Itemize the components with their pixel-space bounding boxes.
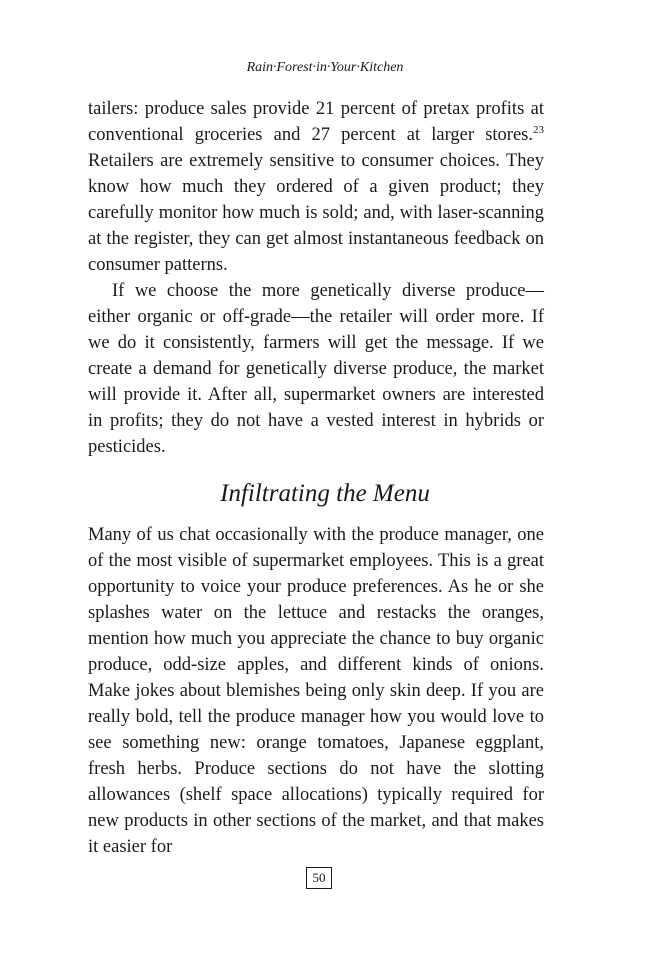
paragraph-1-continuation: Retailers are extremely sensitive to consumer choices. They know how much they ordered of a given product; they carefully monitor how much is sold; and, with laser-scanning at the register, they can get almost instantaneous feedback on consumer patterns. [88,151,544,275]
running-head: Rain·Forest·in·Your·Kitchen [246,60,404,75]
page-number: 50 [306,867,332,889]
paragraph-3: Many of us chat occasionally with the produce manager, one of the most visible of supermarket employees. This is a great opportunity to voice your produce preferences. As he or she splashes water on the lettuce and restacks the oranges, mention how much you appreciate the chance to buy organic produce, odd-size apples, and different kinds of onions. Make jokes about blemishes being only skin deep. If you are really bold, tell the produce manager how you would love to see something new: orange tomatoes, Japanese eggplant, fresh herbs. Produce sections do not have the slotting allowances (shelf space allocations) typically required for new products in other sections of the market, and that makes it easier for [88,525,544,857]
text-block-top [88,96,544,460]
footnote-ref[interactable]: 23 [533,123,544,136]
paragraph-1-text: tailers: produce sales provide 21 percent of pretax profits at conventional groceries and 27 percent at larger stores. [88,99,544,145]
section-heading: Infiltrating the Menu [220,480,430,507]
paragraph-2: If we choose the more genetically diverse produce—either organic or off-grade—the retailer will order more. If we do it consistently, farmers will get the message. If we create a demand for genetically diverse produce, the market will provide it. After all, supermarket owners are interested in profits; they do not have a vested interest in hybrids or pesticides. [88,281,544,457]
text-block-bottom [88,522,544,860]
paragraph-1 [88,96,544,278]
